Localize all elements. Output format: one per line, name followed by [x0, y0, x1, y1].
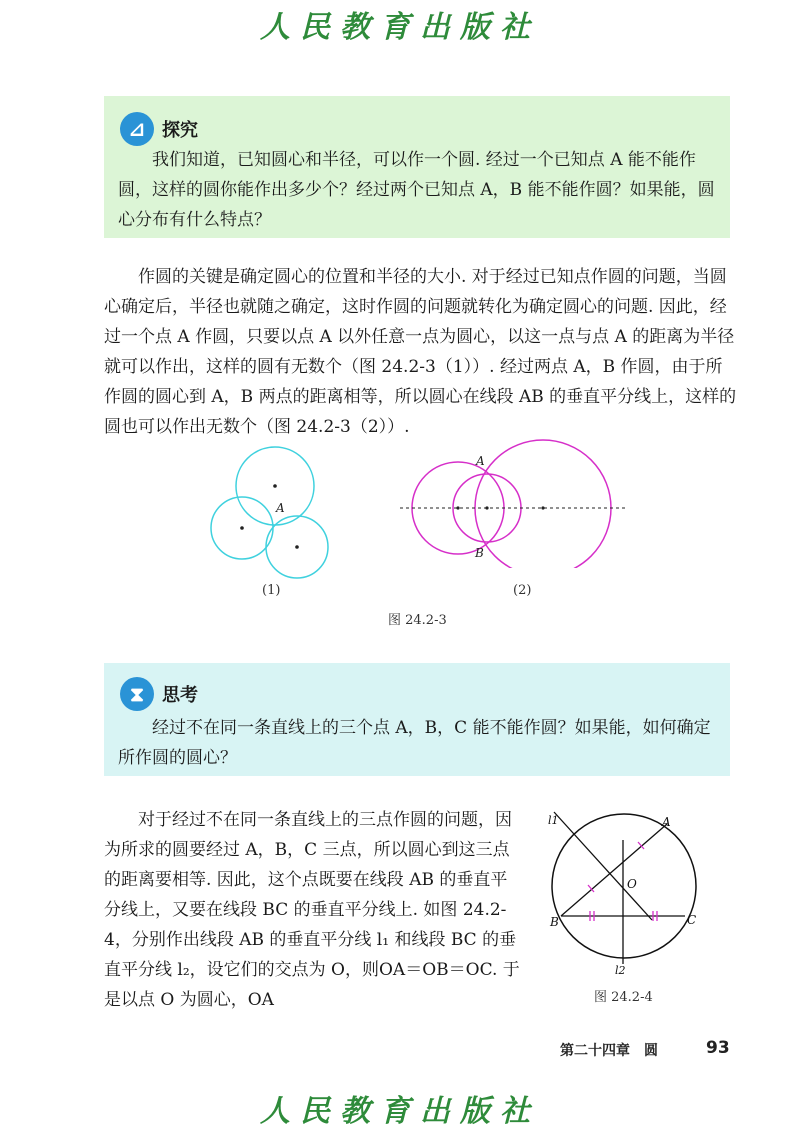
center-dot-3 — [541, 506, 544, 509]
label-o: O — [627, 877, 637, 891]
center-dot-upper — [273, 484, 277, 488]
figure-24-2-3-part1 — [200, 444, 350, 594]
label-b: B — [550, 915, 559, 929]
publisher-logo-top: 人民教育出版社 — [260, 10, 540, 45]
center-dot-left — [240, 526, 244, 530]
center-dot-1 — [456, 506, 459, 509]
point-b-label-2: B — [475, 546, 484, 560]
think-text: 经过不在同一条直线上的三个点 A，B，C 能不能作圆？如果能，如何确定所作圆的圆心？ — [118, 718, 711, 768]
figure-244-caption: 图 24.2-4 — [594, 990, 653, 1005]
point-a-label-2: A — [476, 454, 485, 468]
explore-text: 我们知道，已知圆心和半径，可以作一个圆. 经过一个已知点 A 能不能作圆，这样的圆你能作出多少个？经过两个已知点 A，B 能不能作圆？如果能，圆心分布有什么特点？ — [118, 150, 715, 230]
bisector-l1 — [554, 812, 652, 920]
explore-title: 探究 — [162, 120, 198, 141]
footer-page-number: 93 — [706, 1038, 730, 1058]
figure-243-sub1-label: (1) — [262, 583, 281, 598]
think-box — [104, 663, 730, 776]
explore-header — [120, 112, 198, 146]
figure-24-2-4 — [540, 800, 710, 980]
ruler-compass-icon: ⊿ — [120, 112, 154, 146]
label-c: C — [687, 913, 697, 927]
circumcircle — [552, 814, 696, 958]
label-a: A — [662, 815, 671, 829]
last-paragraph: 对于经过不在同一条直线上的三点作圆的问题，因为所求的圆要经过 A，B，C 三点，所以圆心到这三点的距离要相等. 因此，这个点既要在线段 AB 的垂直平分线上，又要在线段 BC 的垂直平分线上. 如图 24.2-4，分别作出线段 AB 的垂直平分线 l₁ 和线段 BC 的垂直平分线 l₂，设它们的交点为 O，则OA＝OB＝OC. 于是以点 O 为圆心，OA — [104, 810, 520, 1010]
publisher-logo-bottom: 人民教育出版社 — [260, 1094, 540, 1129]
center-dot-right — [295, 545, 299, 549]
point-a-label-1: A — [276, 501, 285, 515]
circle-large — [475, 440, 611, 568]
hourglass-icon: ⧗ — [120, 677, 154, 711]
figure-24-2-3-part2 — [398, 436, 634, 568]
label-l1: l1 — [548, 814, 559, 827]
figure-243-sub2-label: (2) — [513, 583, 532, 598]
main-paragraph: 作圆的关键是确定圆心的位置和半径的大小. 对于经过已知点作圆的问题，当圆心确定后，半径也就随之确定，这时作圆的问题就转化为确定圆心的问题. 因此，经过一个点 A 作圆，只要以点 A 以外任意一点为圆心，以这一点与点 A 的距离为半径就可以作出，这样的圆有无数个（图 24.2-3（1））. 经过两点 A，B 作圆，由于所作圆的圆心到 A，B 两点的距离相等，所以圆心在线段 AB 的垂直平分线上，这样的圆也可以作出无数个（图 24.2-3（2））. — [104, 267, 737, 437]
explore-box — [104, 96, 730, 238]
think-title: 思考 — [162, 685, 198, 706]
center-dot-2 — [485, 506, 488, 509]
label-l2: l2 — [615, 964, 626, 977]
figure-243-caption: 图 24.2-3 — [388, 613, 447, 628]
think-header — [120, 677, 198, 711]
footer-chapter: 第二十四章 圆 — [560, 1043, 658, 1059]
